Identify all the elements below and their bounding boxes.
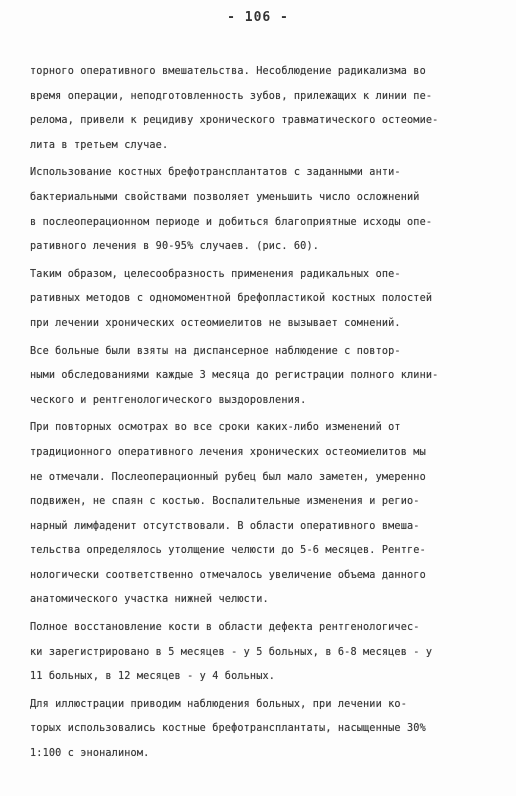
text-line: релома, привели к рецидиву хронического травматического остеомие- [30,115,439,127]
paragraph-1 [30,60,490,158]
text-line: Для иллюстрации приводим наблюдения больных, при лечении ко- [30,698,408,710]
text-line: нологически соответственно отмечалось увеличение объема данного [30,569,426,581]
text-line: Все больные были взяты на диспансерное наблюдение с повтор- [30,345,401,357]
paragraph-3 [30,263,490,337]
text-line: время операции, неподготовленность зубов, прилежащих к линии пе- [30,90,433,102]
text-line: 11 больных, в 12 месяцев - у 4 больных. [30,671,276,683]
paragraph-2 [30,161,490,259]
text-line: бактериальными свойствами позволяет уменьшить число осложнений [30,191,420,203]
text-line: ративных методов с одномоментной брефопластикой костных полостей [30,293,433,305]
text-line: ными обследованиями каждые 3 месяца до регистрации полного клини- [30,370,439,382]
text-line: ческого и рентгенологического выздоровления. [30,394,307,406]
text-line: торых использовались костные брефотрансплантаты, насыщенные 30% [30,723,426,735]
paragraph-4 [30,340,490,414]
text-line: подвижен, не спаян с костью. Воспалительные изменения и регио- [30,496,420,508]
paragraph-5 [30,416,490,613]
text-line: лита в третьем случае. [30,139,169,151]
text-line: торного оперативного вмешательства. Несоблюдение радикализма во [30,66,426,77]
text-line: Таким образом, целесообразность применения радикальных опе- [30,268,401,280]
text-line: в послеоперационном периоде и добиться благоприятные исходы опе- [30,216,433,228]
text-line: Использование костных брефотрансплантатов с заданными анти- [30,167,401,179]
page-number: - 106 - [227,10,289,25]
text-line: Полное восстановление кости в области дефекта рентгенологичес- [30,622,420,634]
paragraph-7 [30,693,490,767]
text-line: не отмечали. Послеоперационный рубец был мало заметен, умеренно [30,471,426,483]
text-line: при лечении хронических остеомиелитов не вызывает сомнений. [30,317,401,329]
text-line: ки зарегистрировано в 5 месяцев - у 5 больных, в 6-8 месяцев - у [30,646,433,658]
text-line: нарный лимфаденит отсутствовали. В области оперативного вмеша- [30,520,420,532]
text-line: 1:100 с эноналином. [30,748,150,760]
text-line: При повторных осмотрах во все сроки каких-либо изменений от [30,422,401,434]
text-line: анатомического участка нижней челюсти. [30,594,269,606]
text-line: тельства определялось утолщение челюсти до 5-6 месяцев. Рентге- [30,545,426,557]
text-line: традиционного оперативного лечения хронических остеомиелитов мы [30,446,426,458]
body-text [30,60,490,767]
text-line: ративного лечения в 90-95% случаев. (рис. 60). [30,241,320,253]
paragraph-6 [30,616,490,690]
